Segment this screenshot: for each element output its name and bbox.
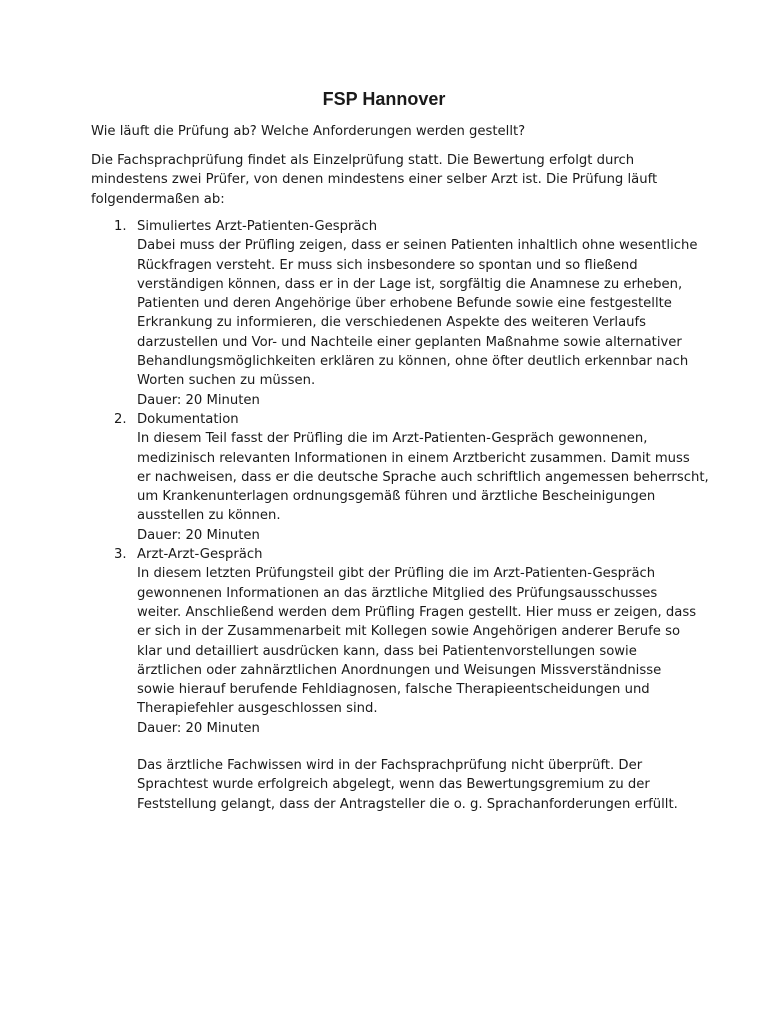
- list-item-line: darzustellen und Vor- und Nachteile einer geplanten Maßnahme sowie alternativer: [137, 334, 682, 350]
- list-item-heading: Arzt-Arzt-Gespräch: [137, 547, 263, 563]
- list-item-line: klar und detailliert ausdrücken kann, dass bei Patientenvorstellungen sowie: [137, 643, 637, 659]
- duration-line: Dauer: 20 Minuten: [137, 720, 260, 736]
- list-item-line: er nachweisen, dass er die deutsche Sprache auch schriftlich angemessen beherrscht,: [137, 469, 709, 485]
- list-item-line: sowie hierauf berufende Fehldiagnosen, falsche Therapieentscheidungen und: [137, 682, 650, 698]
- list-item-arzt-arzt-gespraech: [91, 545, 711, 738]
- list-item-heading: Dokumentation: [137, 411, 239, 427]
- list-item-line: um Krankenunterlagen ordnungsgemäß führen und ärztliche Bescheinigungen: [137, 489, 656, 505]
- list-item-line: ärztlichen oder zahnärztlichen Anordnungen und Weisungen Missverständnisse: [137, 662, 662, 678]
- intro-paragraph: [91, 151, 691, 209]
- list-item-arzt-patienten-gespraech: [91, 217, 711, 410]
- list-item-line: Dabei muss der Prüfling zeigen, dass er seinen Patienten inhaltlich ohne wesentliche: [137, 238, 698, 254]
- closing-paragraph: [137, 756, 697, 814]
- list-number: 2.: [114, 411, 127, 427]
- list-item-dokumentation: [91, 410, 711, 545]
- list-number: 3.: [114, 547, 127, 563]
- list-item-line: In diesem letzten Prüfungsteil gibt der Prüfling die im Arzt-Patienten-Gespräch: [137, 566, 656, 582]
- list-item-line: In diesem Teil fasst der Prüfling die im Arzt-Patienten-Gespräch gewonnenen,: [137, 431, 648, 447]
- list-item-line: gewonnenen Informationen an das ärztliche Mitglied des Prüfungsausschusses: [137, 585, 658, 601]
- duration-line: Dauer: 20 Minuten: [137, 527, 260, 543]
- closing-line: Sprachtest wurde erfolgreich abgelegt, wenn das Bewertungsgremium zu der: [137, 777, 650, 793]
- intro-line: mindestens zwei Prüfer, von denen mindestens einer selber Arzt ist. Die Prüfung läuft: [91, 172, 658, 188]
- list-item-heading: Simuliertes Arzt-Patienten-Gespräch: [137, 219, 378, 234]
- list-item-line: er sich in der Zusammenarbeit mit Kollegen sowie Angehörigen anderer Berufe so: [137, 624, 681, 640]
- list-number: 1.: [114, 219, 127, 234]
- question-line: Wie läuft die Prüfung ab? Welche Anforderungen werden gestellt?: [91, 124, 526, 139]
- list-item-line: Behandlungsmöglichkeiten erklären zu können, ohne öfter deutlich erkennbar nach: [137, 354, 689, 370]
- list-item-line: Erkrankung zu informieren, die verschiedenen Aspekte des weiteren Verlaufs: [137, 315, 647, 331]
- intro-line: Die Fachsprachprüfung findet als Einzelprüfung statt. Die Bewertung erfolgt durch: [91, 153, 635, 168]
- intro-line: folgendermaßen ab:: [91, 191, 225, 207]
- document-title: FSP Hannover: [322, 89, 446, 109]
- list-item-line: verständigen können, dass er in der Lage ist, sorgfältig die Anamnese zu erheben,: [137, 276, 683, 292]
- list-item-line: medizinisch relevanten Informationen in einem Arztbericht zusammen. Damit muss: [137, 450, 690, 466]
- list-item-line: weiter. Anschließend werden dem Prüfling Fragen gestellt. Hier muss er zeigen, dass: [137, 604, 697, 620]
- closing-line: Das ärztliche Fachwissen wird in der Fachsprachprüfung nicht überprüft. Der: [137, 758, 643, 773]
- list-item-line: Therapiefehler ausgeschlossen sind.: [137, 701, 378, 717]
- list-item-line: Patienten und deren Angehörige über erhobene Befunde sowie eine festgestellte: [137, 296, 672, 312]
- closing-line: Feststellung gelangt, dass der Antragsteller die o. g. Sprachanforderungen erfüllt.: [137, 796, 678, 812]
- exam-parts-list: [91, 217, 711, 738]
- duration-line: Dauer: 20 Minuten: [137, 392, 260, 408]
- list-item-line: Rückfragen versteht. Er muss sich insbesondere so spontan und so fließend: [137, 257, 638, 273]
- list-item-line: ausstellen zu können.: [137, 508, 281, 524]
- list-item-line: Worten suchen zu müssen.: [137, 373, 316, 389]
